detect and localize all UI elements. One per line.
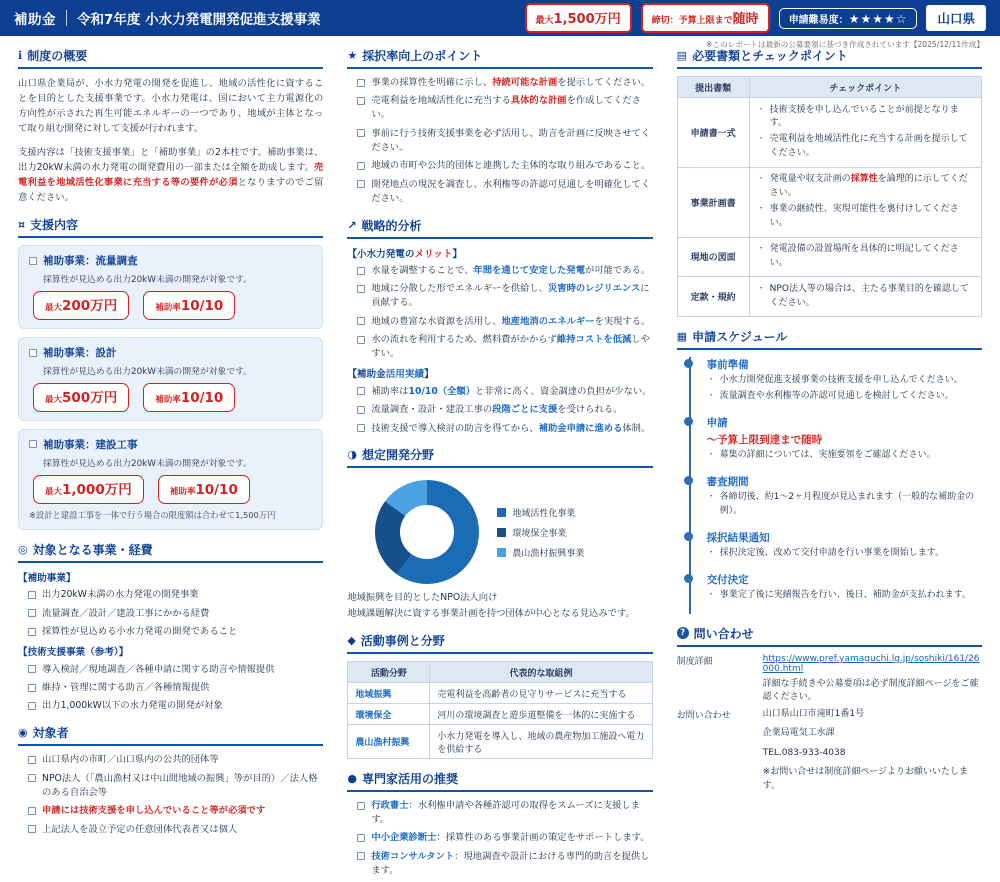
support-card-construction [18,429,323,530]
document-icon: ▤ [676,49,688,62]
checkbox-icon [28,756,36,764]
calendar-icon: ▦ [676,330,688,344]
overview-heading [18,47,323,69]
checkbox-icon [357,97,365,105]
checkbox-icon [357,317,365,325]
legend-swatch [497,528,506,537]
chart-legend [497,506,584,559]
checkbox-icon [28,609,36,617]
check-item: 開発地点の現況を調査し、水利権等の許認可見通しを明確化してください。 [357,178,652,206]
table-row: 地域振興 売電利益を高齢者の見守りサービスに充当する [348,683,652,704]
card-description: 採算性が見込める出力20kW未満の開発が対象です。 [43,458,253,469]
step-title: 申請 [706,417,728,430]
step-title: 事前準備 [706,359,749,372]
section-title: 申請スケジュール [692,330,788,345]
amount-badge: 最大200万円 [33,291,129,320]
section-title: 採択率向上のポイント [362,49,483,63]
contact-department: 企業局電気工水課 [762,728,835,739]
checkbox-icon [357,180,365,188]
checkbox-icon [28,807,36,815]
legend-swatch [497,548,506,557]
checkbox-icon [357,802,365,810]
timeline-step [707,357,982,415]
checkbox-icon [28,825,36,833]
support-card-survey [18,245,323,329]
checkbox-icon [357,162,365,170]
main-content [0,36,1000,882]
checkbox-icon [357,285,365,293]
contact-inquiry-row [677,708,982,800]
group-label: 【技術支援事業（参考）】 [18,647,129,659]
check-point: ・ 発電設備の設置場所を具体的に明記してください。 [756,244,959,268]
support-card-design [18,337,323,421]
card-badges [33,475,312,504]
chat-icon: ◆ [347,634,356,648]
check-point: ・ 売電利益を地域活性化に充当する計画を提示してください。 [756,134,968,159]
check-item: NPO法人（「農山漁村又は中山間地域の振興」等が目的）／法人格のある自治会等 [28,772,323,800]
card-title: 補助事業：流量調査 [29,253,312,268]
pie-chart-icon: ◑ [347,448,357,462]
required-condition-text: 申請には技術支援を申し込んでいること等が必須です [42,805,266,817]
prefecture-badge: 山口県 [926,5,986,31]
check-item: 流量調査・設計・建設工事の段階ごとに支援を受けられる。 [357,403,652,417]
chart-line-icon: ↗ [347,218,357,232]
check-item [28,804,323,818]
chart-caption: 地域振興を目的としたNPO法人向け 地域課題解決に資する事業計画を持つ団体が中心となる見込みです。 [347,592,635,619]
check-item: 上記法人を設立予定の任意団体代表者又は個人 [28,823,323,837]
checkbox-icon [357,129,365,137]
overview-paragraph-1: 山口県企業局が、小水力発電の開発を促進し、地域の活性化に資することを目的とした支援事業です。小水力発電は、国において主力電源化の方向性が示された再生可能エネルギーの一つであり、地域が主体となって取り組む開発に対して支援が行われます。 [18,78,324,135]
check-item: 売電利益を地域活性化に充当する具体的な計画を作成してください。 [357,94,652,122]
checkbox-icon [28,591,36,599]
check-item: 中小企業診断士：採算性のある事業計画の策定をサポートします。 [357,831,652,845]
checkbox-icon [28,684,36,692]
section-title: 支援内容 [30,218,79,233]
contact-detail-row [677,654,982,702]
step-detail: ・ 採択決定後、改めて交付申請を行い事業を開始します。 [706,547,944,558]
timeline-step [707,474,982,530]
checkbox-icon [28,665,36,673]
section-title: 制度の概要 [27,49,88,63]
column-header: チェックポイント [749,77,981,98]
checkbox-icon [357,852,365,860]
coins-icon: ¤ [18,218,25,232]
check-item: 維持・管理に関する助言／各種情報提供 [28,681,323,695]
check-item: 事前に行う技術支援事業を必ず活用し、助言を計画に反映させてください。 [357,127,652,155]
card-title: 補助事業：設計 [29,345,312,360]
table-row: 環境保全 河川の環境調査と遊歩道整備を一体的に実施する [348,704,652,725]
checkbox-icon [357,267,365,275]
column-header: 提出書類 [677,77,749,98]
table-row: 事業計画書 ・ 発電量や収支計画の採算性を論理的に示してください。 ・ 事業の継続性、実現可能性を裏付けしてください。 [677,167,981,237]
target-icon: ◎ [18,542,28,556]
detail-page-link[interactable]: https://www.pref.yamaguchi.lg.jp/soshiki/161/26000.html [762,653,980,674]
table-header-row [348,662,652,683]
checkbox-icon [28,628,36,636]
experts-heading [347,770,652,792]
section-title: 活動事例と分野 [360,634,445,649]
left-column [18,36,323,882]
contact-phone: TEL.083-933-4038 [762,747,846,758]
card-title: 補助事業：建設工事 [29,437,312,452]
check-item: 導入検討／現地調査／各種申請に関する助言や情報提供 [28,663,323,677]
check-item: 水量を調整することで、年間を通じて安定した発電が可能である。 [357,264,652,278]
contact-label: お問い合わせ [676,710,731,721]
table-row: 現地の図面 ・ 発電設備の設置場所を具体的に明記してください。 [677,237,981,277]
points-heading [347,47,652,69]
group-label: 【補助事業】 [18,572,76,584]
rate-badge: 補助率10/10 [158,475,250,504]
amount-badge: 最大500万円 [33,383,129,412]
check-item: 地域の市町や公共的団体と連携した主体的な取り組みであること。 [357,159,652,173]
step-detail: ・ 各締切後、約1～2ヶ月程度が見込まれます（一般的な補助金の例）。 [706,492,975,516]
check-item: 技術支援で導入検討の助言を得てから、補助金申請に進める体制。 [357,422,652,436]
checkbox-icon [357,336,365,344]
contact-heading [677,625,982,647]
check-item: 行政書士：水利権申請や各種許認可の取得をスムーズに支援します。 [357,799,652,827]
cases-table [347,661,652,759]
check-point: ・ 事業の継続性、実現可能性を裏付けしてください。 [756,204,959,229]
overview-paragraph-2: 支援内容は「技術支援事業」と「補助事業」の2本柱です。補助事業は、出力20kW未満の水力発電の開発費用の一部または全額を助成します。売電利益を地域活性化事業に充当する等の要件が必須となりますのでご留意ください。 [18,147,324,204]
section-title: 問い合わせ [693,626,754,641]
step-detail: ・ 小水力開発促進支援事業の技術支援を申し込んでください。 [706,375,963,386]
report-meta-note: ※このレポートは最新の公募要領に基づき作成されています【2025/12/11作成】 [706,40,984,49]
merits-label: 【小水力発電のメリット】 [347,248,463,260]
check-point: ・ NPO法人等の場合は、主たる事業目的を確認してください。 [756,283,969,308]
cases-heading [347,632,652,654]
check-point: ・ 技術支援を申し込んでいることが前提となります。 [756,104,959,129]
check-point: ・ 発電量や収支計画の採算性を論理的に示してください。 [756,174,968,199]
header-badges [525,3,986,33]
link-note: 詳細な手続きや公募要項は必ず制度詳細ページをご確認ください。 [762,678,979,702]
card-description: 採算性が見込める出力20kW未満の開発が対象です。 [43,367,253,378]
expert-icon: ● [347,772,357,786]
checkbox-icon [29,349,37,357]
check-item: 事業の採算性を明確に示し、持続可能な計画を提示してください。 [357,76,652,90]
checkbox-icon [357,387,365,395]
card-badges [33,383,312,412]
development-fields-chart [347,475,652,588]
timeline-step [707,415,982,474]
amount-badge: 最大1,000万円 [33,475,144,504]
section-title: 戦略的分析 [361,218,422,233]
question-icon: ? [677,627,689,639]
card-description: 採算性が見込める出力20kW未満の開発が対象です。 [43,275,253,286]
card-note: ※設計と建設工事を一体で行う場合の限度額は合わせて1,500万円 [29,509,276,520]
people-icon: ◉ [18,726,28,740]
info-icon: ℹ [18,49,23,62]
contact-note: ※お問い合せは制度詳細ページよりお願いいたします。 [762,767,969,791]
header-bar [0,0,1000,36]
check-item: 山口県内の市町／山口県内の公共的団体等 [28,753,323,767]
step-title: 審査期間 [706,476,749,489]
required-condition-text: 売電利益を地域活性化事業に充当する等の要件が必須 [18,162,324,189]
check-item: 地域に分散した形でエネルギーを供給し、災害時のレジリエンスに貢献する。 [357,282,652,310]
contact-address: 山口県山口市滝町1番1号 [762,708,865,719]
application-timeline [689,357,982,614]
checkbox-icon [357,406,365,414]
persons-heading [18,724,323,746]
section-title: 想定開発分野 [361,448,434,463]
page-title: 令和7年度 小水力発電開発促進支援事業 [77,12,321,28]
rate-badge: 補助率10/10 [143,383,235,412]
timeline-step [707,530,982,572]
step-detail: ・ 流量調査や水利権等の許認可見通しを検討してください。 [706,391,954,402]
table-header-row [677,77,981,98]
timeline-step [707,572,982,614]
legend-item: 地域活性化事業 [497,506,584,519]
deadline-text: ～予算上限到達まで随時 [706,434,823,447]
documents-heading [677,47,982,69]
section-title: 対象となる事業・経費 [32,542,153,557]
report-type-tag: 補助金 [14,12,56,28]
check-item: 地域の豊富な水資源を活用し、地産地消のエネルギーを実現する。 [357,315,652,329]
section-title: 対象者 [32,726,69,741]
star-rating-icon: ★★★★☆ [848,11,908,26]
eligible-heading [18,541,323,563]
section-title: 専門家活用の推奨 [361,772,458,787]
legend-item: 農山漁村振興事業 [497,546,584,559]
checkbox-icon [357,424,365,432]
middle-column [347,36,652,882]
check-item: 出力1,000kW以下の水力発電の開発が対象 [28,699,323,713]
step-detail: ・ 事業完了後に実績報告を行い、後日、補助金が支払われます。 [706,589,971,600]
difficulty-badge: 申請難易度：★★★★☆ [779,8,918,29]
check-item: 流量調査／設計／建設工事にかかる経費 [28,607,323,621]
step-title: 採択結果通知 [706,531,770,544]
fields-heading [347,446,652,468]
donut-chart [375,480,479,584]
step-title: 交付決定 [706,573,749,586]
legend-item: 環境保全事業 [497,526,584,539]
step-detail: ・ 募集の詳細については、実施要領をご確認ください。 [706,450,936,461]
section-title: 必要書類とチェックポイント [692,49,848,63]
checkbox-icon [29,257,37,265]
table-row: 定款・規約 ・ NPO法人等の場合は、主たる事業目的を確認してください。 [677,277,981,317]
deadline-badge: 締切：予算上限まで随時 [641,3,770,33]
checkbox-icon [357,834,365,842]
support-heading [18,216,323,238]
check-item: 水の流れを利用するため、燃料費がかからず維持コストを低減しやすい。 [357,333,652,361]
checkbox-icon [29,440,37,448]
card-badges [33,291,312,320]
checkbox-icon [357,79,365,87]
rate-badge: 補助率10/10 [143,291,235,320]
checkbox-icon [28,774,36,782]
results-label: 【補助金活用実績】 [347,369,434,381]
column-header: 活動分野 [348,662,430,683]
table-row: 申請書一式 ・ 技術支援を申し込んでいることが前提となります。 ・ 売電利益を地域活性化に充当する計画を提示してください。 [677,98,981,168]
check-item: 採算性が見込める小水力発電の開発であること [28,625,323,639]
strategy-heading [347,217,652,239]
check-item: 出力20kW未満の水力発電の開発事業 [28,588,323,602]
legend-swatch [497,508,506,517]
table-row: 農山漁村振興 小水力発電を導入し、地域の農産物加工施設へ電力を供給する [348,725,652,759]
schedule-heading [677,328,982,350]
right-column [677,36,982,882]
check-item: 補助率は10/10（全額）と非常に高く、資金調達の負担が少ない。 [357,385,652,399]
divider [66,10,67,26]
lightbulb-icon: ★ [347,49,358,62]
check-item: 技術コンサルタント：現地調査や設計における専門的助言を提供します。 [357,850,652,878]
max-amount-badge: 最大1,500万円 [525,3,632,33]
column-header: 代表的な取組例 [430,662,652,683]
contact-label: 制度詳細 [676,656,713,667]
documents-table [677,76,982,317]
